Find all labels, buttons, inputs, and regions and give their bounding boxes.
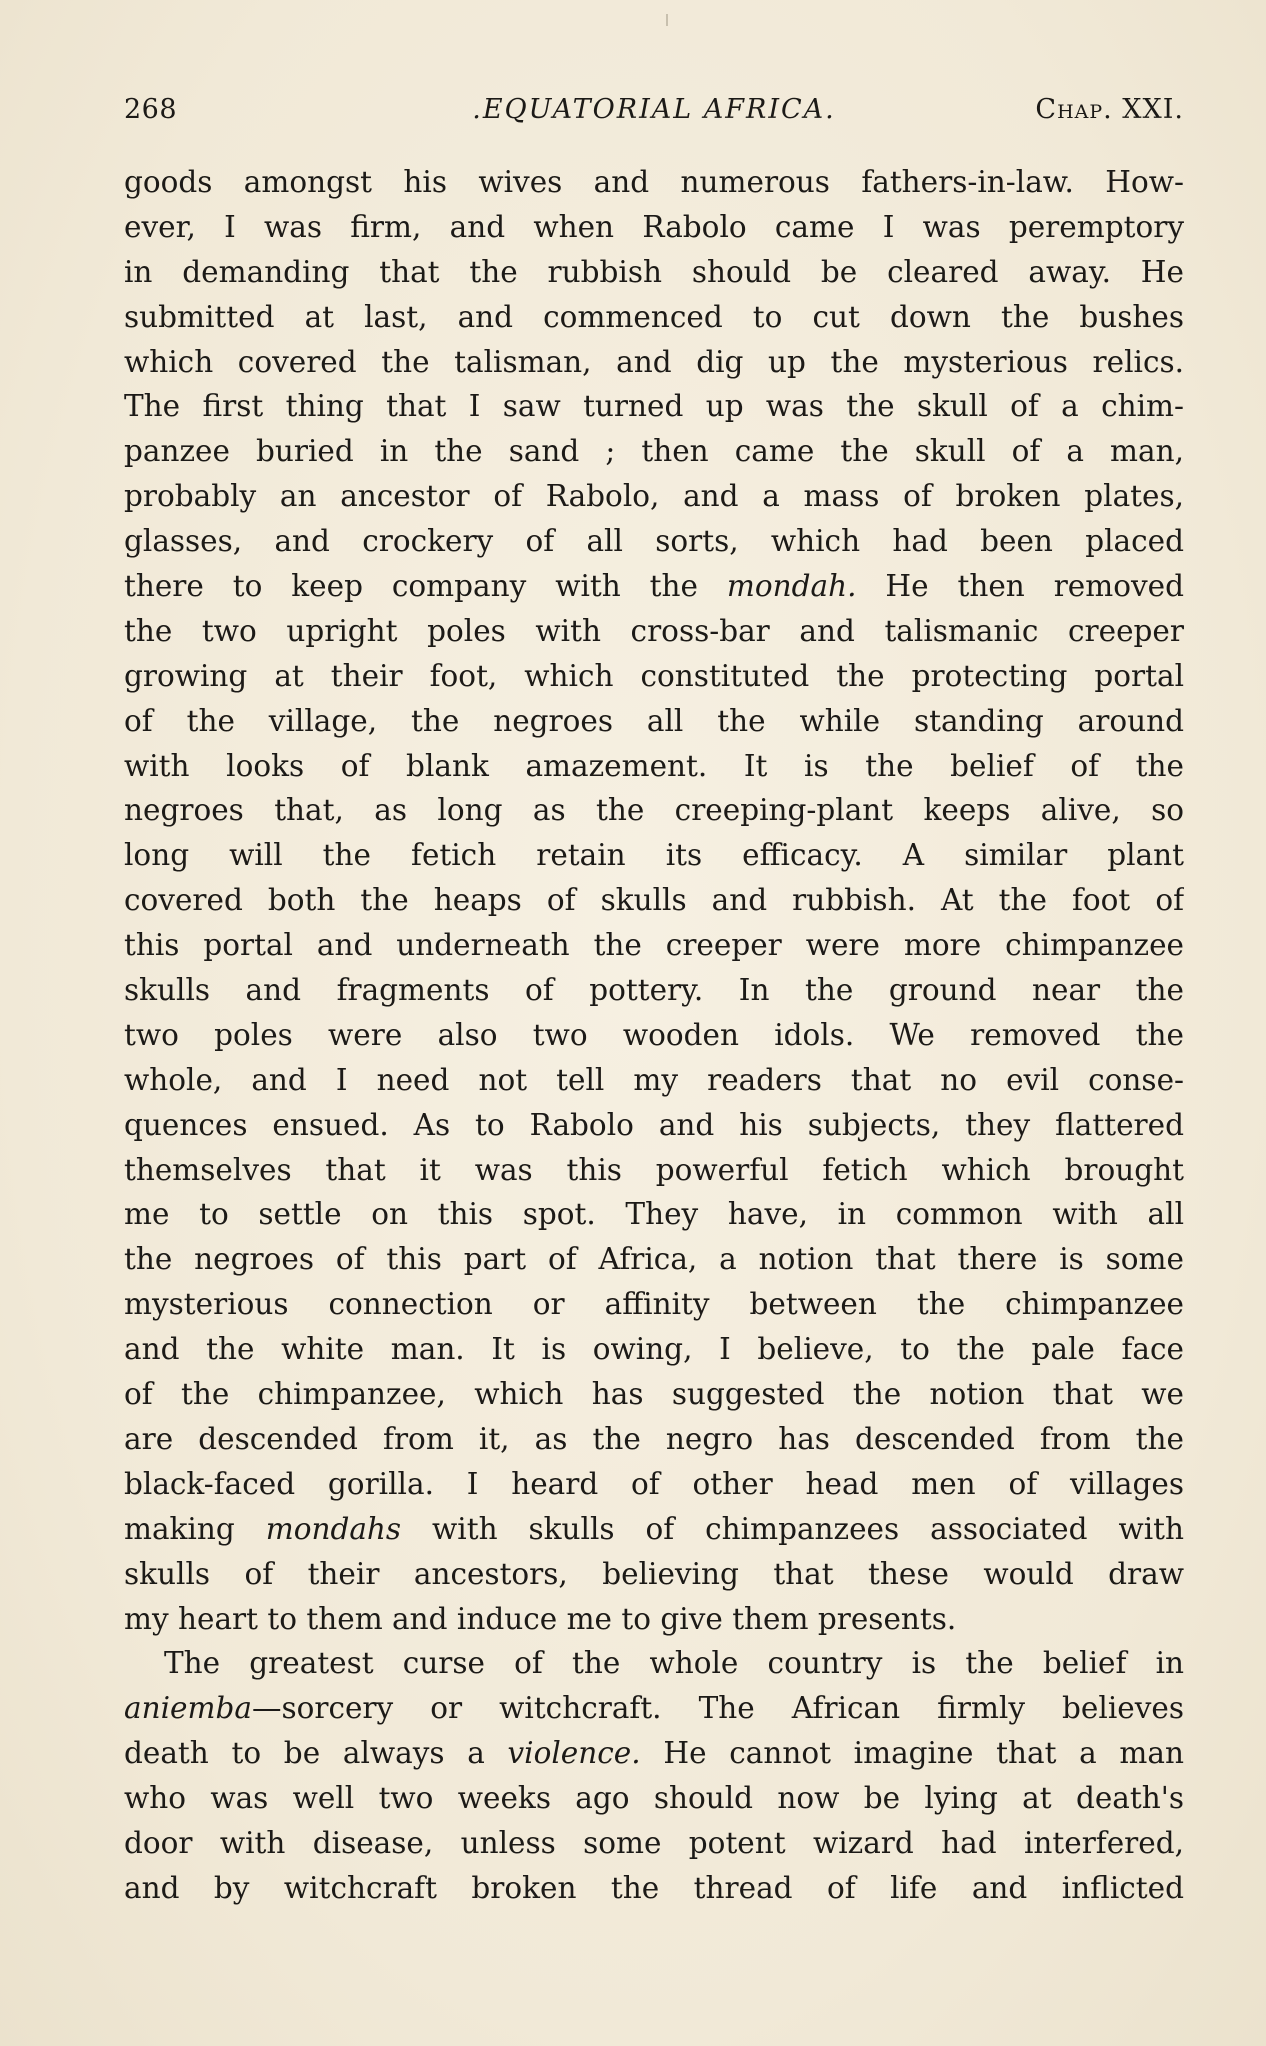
text-segment: —sorcery or witchcraft. The African firmly believes — [251, 1691, 1184, 1726]
text-segment: panzee buried in the sand ; then came the skull of a man, — [124, 434, 1184, 469]
text-line — [124, 1327, 1184, 1372]
text-line — [124, 1776, 1184, 1821]
text-segment: me to settle on this spot. They have, in common with all — [124, 1197, 1184, 1232]
text-segment: black-faced gorilla. I heard of other head men of villages — [124, 1466, 1184, 1501]
text-segment: covered both the heaps of skulls and rubbish. At the foot of — [124, 883, 1184, 918]
text-segment: submitted at last, and commenced to cut down the bushes — [124, 299, 1184, 334]
text-segment: door with disease, unless some potent wizard had interfered, — [124, 1825, 1184, 1860]
text-segment: the negroes of this part of Africa, a notion that there is some — [124, 1242, 1184, 1277]
text-segment: which covered the talisman, and dig up the mysterious relics. — [124, 344, 1184, 379]
text-segment: of the village, the negroes all the while standing around — [124, 703, 1184, 738]
italic-text: mondah. — [726, 569, 857, 604]
text-segment: He then removed — [856, 569, 1184, 604]
text-segment: in demanding that the rubbish should be cleared away. He — [124, 254, 1184, 289]
text-line — [124, 384, 1184, 429]
text-line — [124, 250, 1184, 295]
text-line — [124, 160, 1184, 205]
text-segment: with looks of blank amazement. It is the belief of the — [124, 748, 1184, 783]
text-segment: death to be always a — [124, 1736, 508, 1771]
text-line — [124, 699, 1184, 744]
text-segment: two poles were also two wooden idols. We removed the — [124, 1017, 1184, 1052]
text-line — [124, 609, 1184, 654]
text-line — [124, 1866, 1184, 1911]
text-segment: goods amongst his wives and numerous fathers-in-law. How- — [124, 165, 1184, 199]
text-line — [124, 474, 1184, 519]
text-line — [124, 1237, 1184, 1282]
text-line — [124, 564, 1184, 609]
text-segment: The first thing that I saw turned up was the skull of a chim- — [124, 389, 1184, 424]
text-line — [124, 1148, 1184, 1193]
text-segment: there to keep company with the — [124, 569, 727, 604]
scan-mark — [666, 14, 668, 26]
text-line — [124, 1507, 1184, 1552]
text-segment: ever, I was firm, and when Rabolo came I was peremptory — [124, 209, 1184, 244]
text-segment: skulls and fragments of pottery. In the ground near the — [124, 973, 1184, 1008]
text-line — [124, 429, 1184, 474]
text-line — [124, 1731, 1184, 1776]
text-line — [124, 788, 1184, 833]
text-line — [124, 878, 1184, 923]
text-segment: mysterious connection or affinity between the chimpanzee — [124, 1287, 1184, 1322]
text-line — [124, 744, 1184, 789]
paragraph — [124, 1641, 1184, 1910]
text-segment: who was well two weeks ago should now be lying at death's — [124, 1781, 1184, 1816]
text-segment: of the chimpanzee, which has suggested the notion that we — [124, 1377, 1184, 1412]
chapter-label: Chap. XXI. — [1035, 94, 1184, 125]
text-line — [124, 1686, 1184, 1731]
text-line — [124, 923, 1184, 968]
text-line — [124, 1058, 1184, 1103]
text-line — [124, 654, 1184, 699]
text-segment: The greatest curse of the whole country is the belief in — [164, 1646, 1184, 1681]
text-segment: this portal and underneath the creeper were more chimpanzee — [124, 928, 1184, 963]
body-text — [124, 160, 1184, 1911]
text-segment: with skulls of chimpanzees associated with — [401, 1511, 1184, 1546]
italic-text: violence. — [507, 1736, 641, 1771]
text-line — [124, 1013, 1184, 1058]
italic-text: aniemba — [124, 1691, 252, 1726]
text-segment: growing at their foot, which constituted the protecting portal — [124, 658, 1184, 693]
text-segment: my heart to them and induce me to give them presents. — [124, 1601, 957, 1636]
text-segment: probably an ancestor of Rabolo, and a mass of broken plates, — [124, 479, 1184, 514]
running-header — [124, 94, 1184, 134]
text-line — [124, 519, 1184, 564]
text-line — [124, 295, 1184, 340]
text-line — [124, 1103, 1184, 1148]
text-line — [124, 340, 1184, 385]
text-segment: He cannot imagine that a man — [640, 1736, 1184, 1771]
text-segment: long will the fetich retain its efficacy. A similar plant — [124, 838, 1184, 873]
text-line — [124, 1192, 1184, 1237]
text-line — [124, 205, 1184, 250]
text-segment: themselves that it was this powerful fetich which brought — [124, 1152, 1184, 1187]
text-line — [124, 1641, 1184, 1686]
text-line — [124, 1417, 1184, 1462]
text-segment: making — [124, 1511, 266, 1546]
text-segment: negroes that, as long as the creeping-plant keeps alive, so — [124, 793, 1184, 828]
text-line — [124, 1462, 1184, 1507]
running-title: .EQUATORIAL AFRICA. — [472, 94, 836, 125]
italic-text: mondahs — [265, 1511, 402, 1546]
text-line — [124, 1282, 1184, 1327]
text-segment: and by witchcraft broken the thread of life and inflicted — [124, 1870, 1184, 1905]
text-segment: and the white man. It is owing, I believe, to the pale face — [124, 1332, 1184, 1367]
text-line — [124, 968, 1184, 1013]
text-line — [124, 833, 1184, 878]
text-segment: are descended from it, as the negro has descended from the — [124, 1421, 1184, 1456]
text-segment: whole, and I need not tell my readers that no evil conse- — [124, 1062, 1184, 1097]
text-segment: quences ensued. As to Rabolo and his subjects, they flattered — [124, 1107, 1184, 1142]
page-number: 268 — [124, 94, 178, 125]
text-line — [124, 1552, 1184, 1597]
text-segment: skulls of their ancestors, believing that these would draw — [124, 1556, 1184, 1591]
text-line — [124, 1821, 1184, 1866]
text-segment: the two upright poles with cross-bar and talismanic creeper — [124, 613, 1184, 648]
text-line — [124, 1597, 1184, 1642]
paragraph — [124, 160, 1184, 1641]
text-line — [124, 1372, 1184, 1417]
text-segment: glasses, and crockery of all sorts, which had been placed — [124, 524, 1184, 559]
